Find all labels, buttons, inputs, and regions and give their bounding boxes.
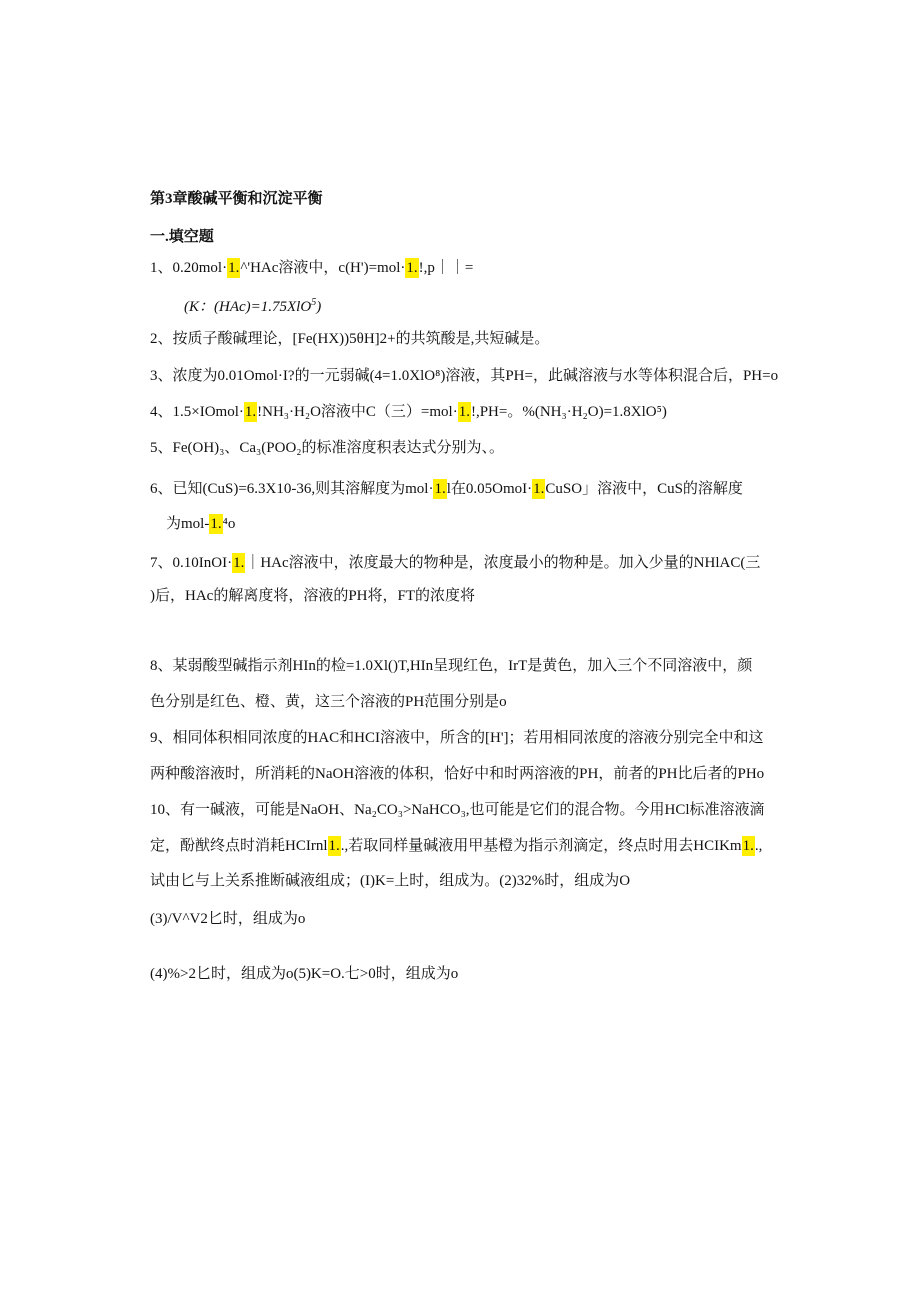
q6-text-d: 为mol- [166, 516, 210, 532]
highlight-mark: 1. [458, 404, 470, 420]
q1-constant: (K：(HAc)=1.75XlO [184, 299, 312, 315]
q7-text-b: ｜HAc溶液中，浓度最大的物种是，浓度最小的物种是。加入少量的NHlAC(三 [245, 555, 761, 571]
q1-constant-end: ) [316, 299, 322, 315]
q1-constant-exponent: 5 [311, 297, 317, 308]
highlight-mark: 1. [434, 481, 446, 497]
question-8-line-1: 8、某弱酸型碱指示剂HIn的检=1.0Xl()T,HIn呈现红色，IrT是黄色，加入三个不同溶液中，颜 [150, 658, 753, 674]
q1-text-a: 1、0.20mol· [150, 260, 228, 276]
question-7-line-2: )后，HAc的解离度将，溶液的PH将，FT的浓度将 [150, 588, 475, 604]
q6-text-e: ⁴o [222, 516, 236, 532]
question-8-line-2: 色分别是红色、橙、黄，这三个溶液的PH范围分别是o [150, 694, 507, 710]
question-7-line-1 [150, 551, 760, 575]
question-1-line-2 [184, 291, 321, 319]
question-9-line-2: 两种酸溶液时，所消耗的NaOH溶液的体积，恰好中和时两溶液的PH，前者的PH比后者的PHo [150, 766, 765, 782]
question-10-line-1: 10、有一碱液，可能是NaOH、Na₂CO₃>NaHCO₃,也可能是它们的混合物。今用HCl标准溶液滴 [150, 802, 765, 818]
q4-text-b: !NH₃·H₂O溶液中C（三）=mol· [257, 404, 458, 420]
highlight-mark: 1. [533, 481, 545, 497]
question-10-line-4: (3)/V^V2匕时，组成为o [150, 911, 306, 927]
question-4 [150, 400, 667, 424]
q1-text-b: ^'HAc溶液中，c(H')=mol· [240, 260, 406, 276]
question-3: 3、浓度为0.01Omol·I?的一元弱碱(4=1.0XlO⁸)溶液，其PH=，此碱溶液与水等体积混合后，PH=o [150, 368, 779, 384]
q10-text-b1: 定，酚猷终点时消耗HCIrnl [150, 838, 328, 854]
question-2: 2、按质子酸碱理论，[Fe(HX))5θH]2+的共筑酸是,共短碱是。 [150, 331, 550, 347]
question-10-line-2 [150, 834, 762, 858]
highlight-mark: 1. [406, 260, 418, 276]
question-1-line-1 [150, 256, 473, 280]
highlight-mark: 1. [210, 516, 222, 532]
q6-text-c: CuSO」溶液中，CuS的溶解度 [545, 481, 743, 497]
question-9-line-1: 9、相同体积相同浓度的HAC和HCI溶液中，所含的[H']；若用相同浓度的溶液分别完全中和这 [150, 730, 764, 746]
question-6-line-2 [166, 512, 235, 536]
q4-text-c: !,PH=。%(NH₃·H₂O)=1.8XlO⁵) [470, 404, 667, 420]
section-heading: 一.填空题 [150, 229, 214, 245]
q7-text-a: 7、0.10InOI· [150, 555, 233, 571]
q1-text-c: !,p｜｜= [418, 260, 474, 276]
chapter-title: 第3章酸碱平衡和沉淀平衡 [150, 191, 323, 207]
q6-text-a: 6、已知(CuS)=6.3X10-36,则其溶解度为mol· [150, 481, 434, 497]
question-6-line-1 [150, 477, 743, 501]
highlight-mark: 1. [244, 404, 257, 420]
q10-text-b2: .,若取同样量碱液用甲基橙为指示剂滴定，终点时用去HCIKm [340, 838, 742, 854]
question-5: 5、Fe(OH)₃、Ca₃(POO₂的标准溶度积表达式分别为、。 [150, 440, 505, 456]
highlight-mark: 1. [228, 260, 240, 276]
highlight-mark: 1. [742, 838, 754, 854]
question-10-line-3: 试由匕与上关系推断碱液组成；(I)K=上时，组成为。(2)32%时，组成为O [150, 873, 631, 889]
highlight-mark: 1. [328, 838, 340, 854]
q6-text-b: l在0.05OmoI· [446, 481, 533, 497]
highlight-mark: 1. [233, 555, 245, 571]
q10-text-b3: ., [754, 838, 763, 854]
q4-text-a: 4、1.5×IOmol· [150, 404, 244, 420]
question-10-line-5: (4)%>2匕时，组成为o(5)K=O.七>0时，组成为o [150, 966, 459, 982]
